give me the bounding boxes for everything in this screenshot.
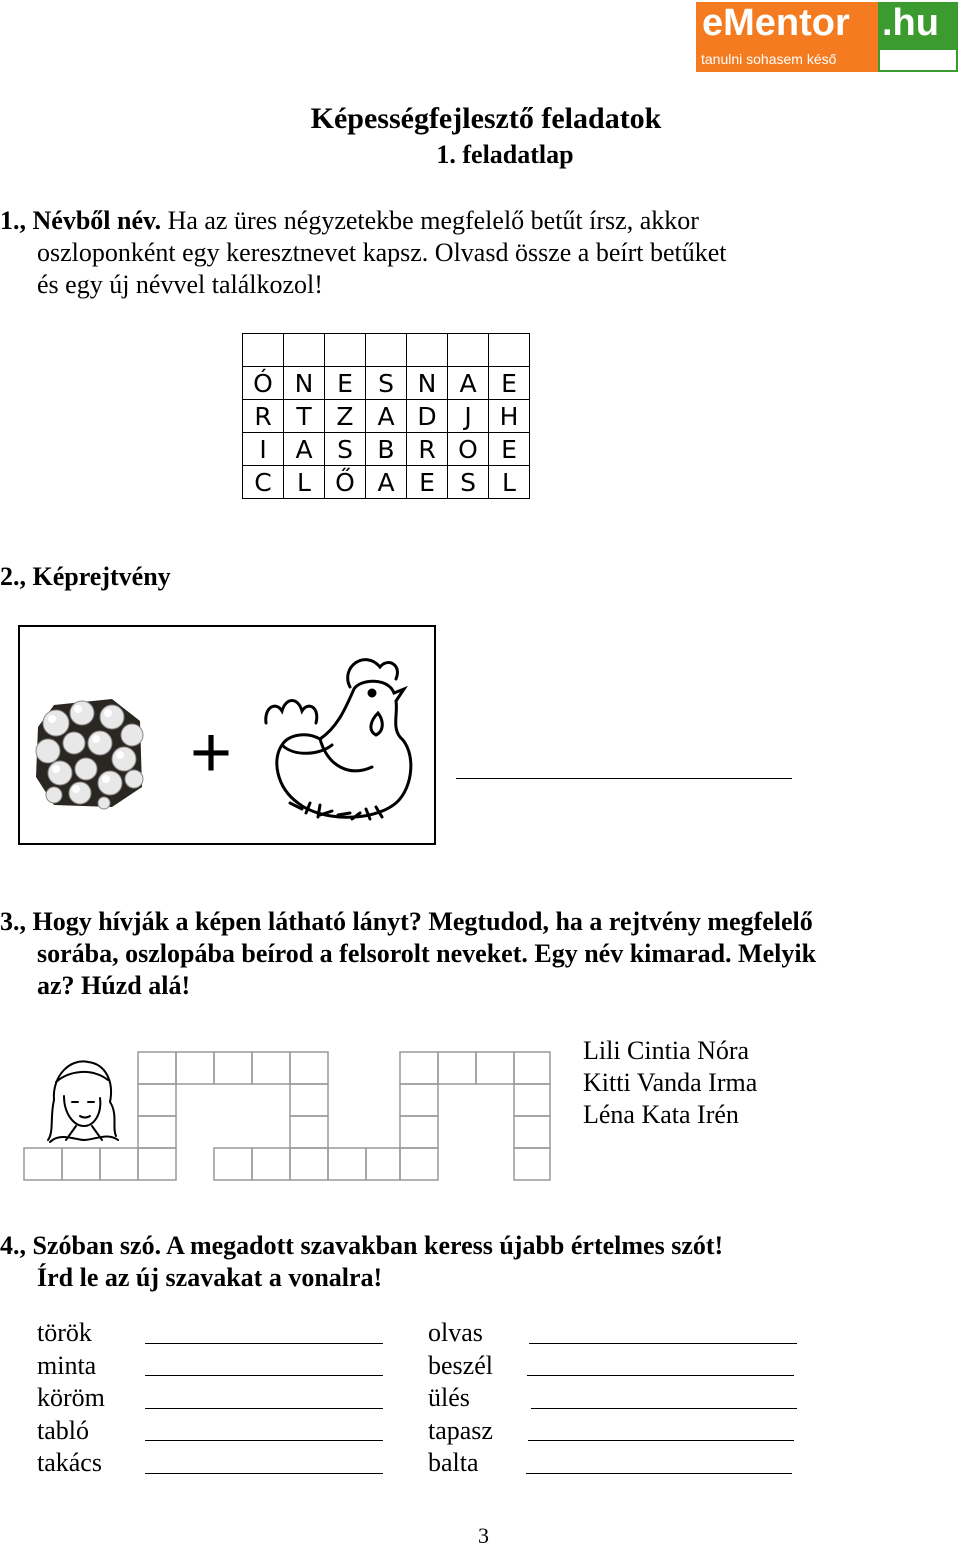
crossword-cell	[400, 1116, 438, 1148]
pearls-icon	[36, 699, 143, 809]
word-item: ülés	[428, 1383, 470, 1412]
task4-text	[0, 1230, 960, 1294]
word-item: köröm	[37, 1383, 105, 1412]
answer-line[interactable]	[526, 1473, 792, 1474]
name-list-row: Kitti Vanda Irma	[583, 1068, 758, 1097]
word-item: olvas	[428, 1318, 483, 1347]
girl-icon	[48, 1061, 118, 1142]
answer-line[interactable]	[529, 1343, 797, 1344]
blank-cell[interactable]	[407, 334, 448, 367]
answer-line[interactable]	[145, 1375, 383, 1376]
task4-line1: 4., Szóban szó. A megadott szavakban keress újabb értelmes szót!	[0, 1231, 724, 1260]
picture-puzzle-box	[18, 625, 436, 845]
answer-line[interactable]	[145, 1343, 383, 1344]
word-item: tabló	[37, 1415, 89, 1445]
grid-row	[243, 466, 530, 499]
grid-cell: S	[448, 466, 489, 499]
crossword-cell	[476, 1052, 514, 1084]
grid-cell: J	[448, 400, 489, 433]
grid-cell: E	[489, 433, 530, 466]
task1-text	[0, 205, 940, 301]
grid-cell: D	[407, 400, 448, 433]
logo-tagline: tanulni sohasem késő	[701, 51, 837, 67]
answer-line[interactable]	[145, 1440, 383, 1441]
crossword-cell	[138, 1116, 176, 1148]
crossword-cell	[62, 1148, 100, 1180]
grid-row	[243, 367, 530, 400]
task3-line2: sorába, oszlopába beírod a felsorolt neveket. Egy név kimarad. Melyik	[37, 939, 817, 968]
crossword-cell	[138, 1084, 176, 1116]
answer-line[interactable]	[531, 1408, 797, 1409]
letter-grid	[242, 333, 530, 499]
hen-icon	[266, 660, 411, 819]
crossword-cell	[24, 1148, 62, 1180]
blank-cell[interactable]	[489, 334, 530, 367]
grid-cell: R	[407, 433, 448, 466]
name-crossword	[20, 1036, 554, 1182]
name-list	[583, 1035, 757, 1131]
grid-cell: C	[243, 466, 284, 499]
name-list-row: Lili Cintia Nóra	[583, 1036, 750, 1065]
task1-line3: és egy új névvel találkozol!	[37, 270, 323, 299]
logo-tag-box	[878, 48, 958, 72]
answer-line[interactable]	[528, 1440, 794, 1441]
word-item: balta	[428, 1448, 479, 1477]
grid-cell: S	[325, 433, 366, 466]
answer-line[interactable]	[145, 1473, 383, 1474]
grid-cell: H	[489, 400, 530, 433]
grid-row	[243, 400, 530, 433]
task1-title: Névből név.	[32, 206, 162, 235]
word-item: takács	[37, 1448, 102, 1477]
grid-cell: A	[366, 466, 407, 499]
grid-cell: L	[284, 466, 325, 499]
right-word-list	[428, 1317, 493, 1480]
crossword-cell	[290, 1084, 328, 1116]
blank-cell[interactable]	[366, 334, 407, 367]
task3-line1: 3., Hogy hívják a képen látható lányt? Megtudod, ha a rejtvény megfelelő	[0, 907, 813, 936]
blank-row	[243, 334, 530, 367]
crossword-cell	[138, 1052, 176, 1084]
crossword-cell	[290, 1116, 328, 1148]
crossword-cell	[514, 1116, 550, 1148]
answer-line[interactable]	[527, 1375, 794, 1376]
blank-cell[interactable]	[325, 334, 366, 367]
grid-cell: E	[489, 367, 530, 400]
crossword-cell	[514, 1148, 550, 1180]
crossword-cell	[100, 1148, 138, 1180]
grid-cell: R	[243, 400, 284, 433]
task1-line1: Ha az üres négyzetekbe megfelelő betűt írsz, akkor	[161, 206, 699, 235]
grid-cell: Z	[325, 400, 366, 433]
crossword-cell	[176, 1052, 214, 1084]
word-item: beszél	[428, 1350, 493, 1380]
word-item: minta	[37, 1350, 97, 1380]
logo-name: eMentor	[702, 2, 850, 44]
crossword-cell	[328, 1148, 366, 1180]
page-subtitle: 1. feladatlap	[436, 140, 574, 169]
crossword-cell	[514, 1052, 550, 1084]
grid-cell: B	[366, 433, 407, 466]
task1-line2: oszloponként egy keresztnevet kapsz. Olvasd össze a beírt betűket	[37, 238, 727, 267]
crossword-cell	[252, 1148, 290, 1180]
picture-puzzle-illustration	[20, 627, 434, 843]
crossword-cell	[366, 1148, 400, 1180]
crossword-cell	[290, 1148, 328, 1180]
grid-row	[243, 433, 530, 466]
grid-cell: A	[284, 433, 325, 466]
word-item: török	[37, 1318, 92, 1347]
blank-cell[interactable]	[448, 334, 489, 367]
crossword-cell	[138, 1148, 176, 1180]
task1-number: 1.,	[0, 206, 33, 235]
blank-cell[interactable]	[284, 334, 325, 367]
crossword-cell	[214, 1052, 252, 1084]
blank-cell[interactable]	[243, 334, 284, 367]
grid-cell: L	[489, 466, 530, 499]
task2-answer-line[interactable]	[456, 778, 792, 779]
grid-cell: N	[407, 367, 448, 400]
grid-cell: A	[366, 400, 407, 433]
grid-cell: E	[325, 367, 366, 400]
answer-line[interactable]	[145, 1408, 383, 1409]
page-number: 3	[478, 1523, 489, 1548]
crossword-cell	[400, 1084, 438, 1116]
grid-cell: E	[407, 466, 448, 499]
ementor-logo	[696, 2, 958, 72]
crossword-cell	[514, 1084, 550, 1116]
name-list-row: Léna Kata Irén	[583, 1100, 739, 1129]
crossword-cell	[400, 1052, 438, 1084]
grid-cell: S	[366, 367, 407, 400]
grid-cell: A	[448, 367, 489, 400]
crossword-cell	[290, 1052, 328, 1084]
crossword-cell	[438, 1052, 476, 1084]
crossword-cell	[214, 1148, 252, 1180]
task2-heading: 2., Képrejtvény	[0, 562, 171, 591]
grid-cell: O	[448, 433, 489, 466]
word-item: tapasz	[428, 1415, 493, 1445]
task3-text	[0, 906, 960, 1002]
task4-line2: Írd le az új szavakat a vonalra!	[37, 1263, 383, 1292]
grid-cell: Ő	[325, 466, 366, 499]
plus-sign: +	[190, 713, 233, 793]
grid-cell: T	[284, 400, 325, 433]
crossword-cell	[252, 1052, 290, 1084]
crossword-cell	[400, 1148, 438, 1180]
grid-cell: I	[243, 433, 284, 466]
left-word-list	[37, 1317, 105, 1480]
grid-cell: Ó	[243, 367, 284, 400]
grid-cell: N	[284, 367, 325, 400]
logo-domain: .hu	[882, 2, 939, 44]
page-title: Képességfejlesztő feladatok	[310, 102, 662, 135]
task3-line3: az? Húzd alá!	[37, 971, 191, 1000]
